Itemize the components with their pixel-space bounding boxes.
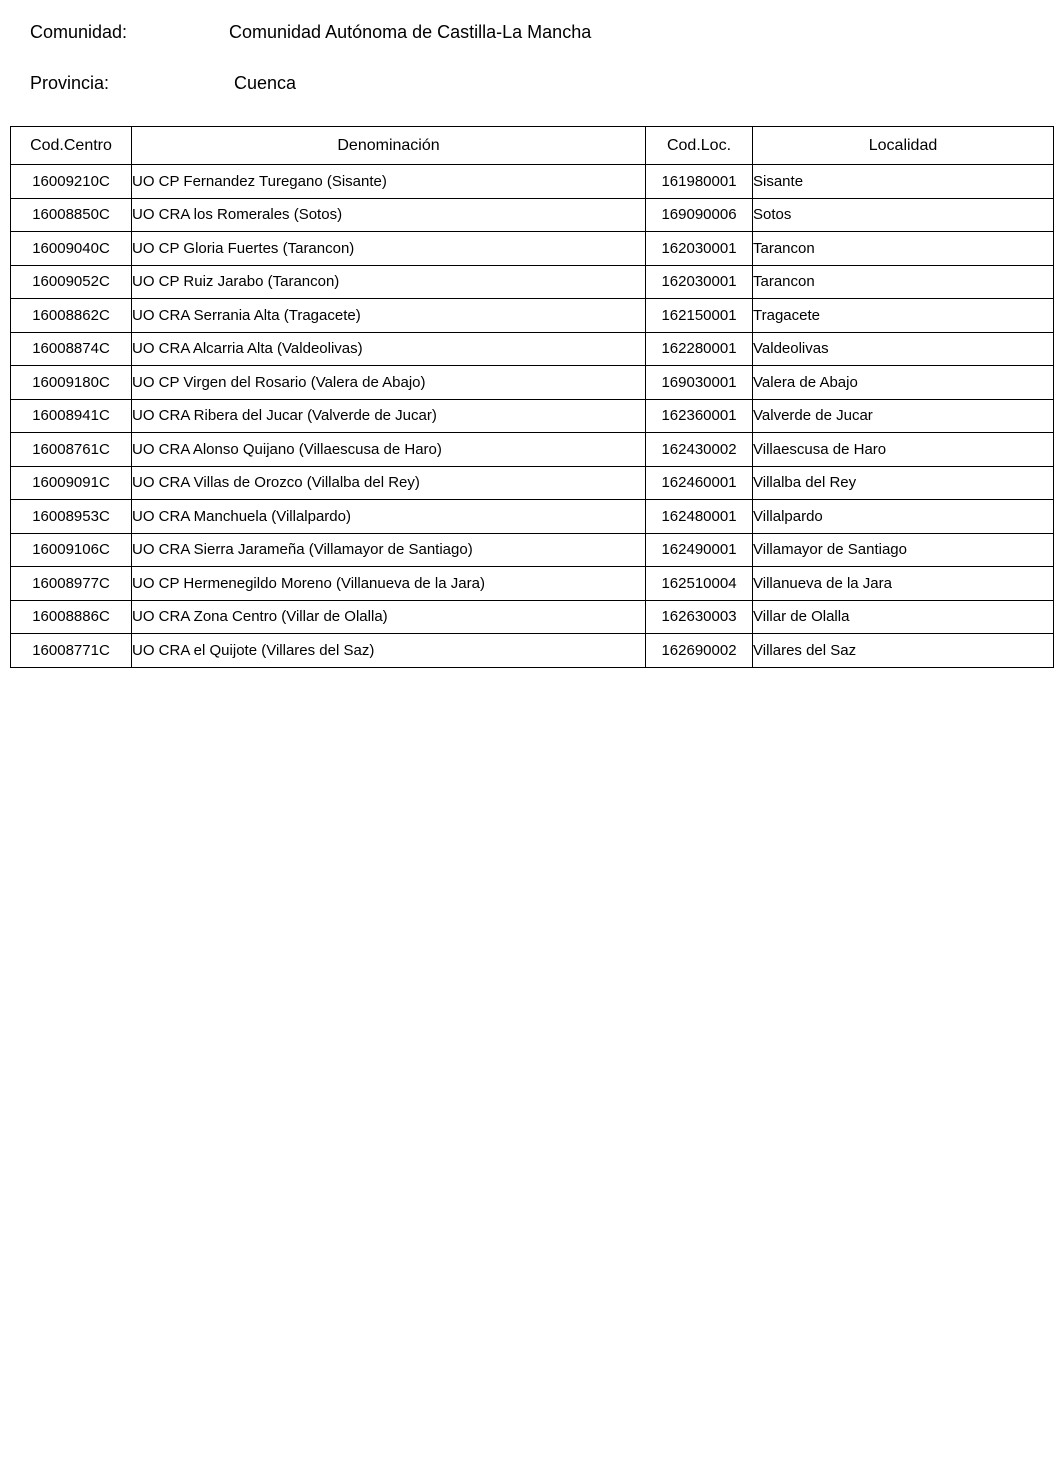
cell-cod-loc: 162030001 <box>646 265 753 299</box>
table-row <box>11 332 1054 366</box>
table-row <box>11 366 1054 400</box>
cell-cod-loc: 162460001 <box>646 466 753 500</box>
cell-cod-centro: 16009106C <box>11 533 132 567</box>
cell-cod-centro: 16009091C <box>11 466 132 500</box>
cell-cod-loc: 162280001 <box>646 332 753 366</box>
table-row <box>11 299 1054 333</box>
table-row <box>11 500 1054 534</box>
cell-localidad: Valverde de Jucar <box>753 399 1054 433</box>
header-cod-centro: Cod.Centro <box>11 127 132 165</box>
comunidad-value: Comunidad Autónoma de Castilla-La Mancha <box>229 22 592 42</box>
table-row <box>11 533 1054 567</box>
table-header-row <box>11 127 1054 165</box>
cell-cod-loc: 162430002 <box>646 433 753 467</box>
cell-denominacion: UO CRA Villas de Orozco (Villalba del Rey) <box>132 466 646 500</box>
cell-denominacion: UO CP Gloria Fuertes (Tarancon) <box>132 232 646 266</box>
cell-localidad: Valdeolivas <box>753 332 1054 366</box>
table-row <box>11 567 1054 601</box>
table-row <box>11 265 1054 299</box>
cell-cod-centro: 16009180C <box>11 366 132 400</box>
provincia-value: Cuenca <box>234 73 297 93</box>
cell-denominacion: UO CRA Alcarria Alta (Valdeolivas) <box>132 332 646 366</box>
cell-cod-centro: 16009040C <box>11 232 132 266</box>
cell-denominacion: UO CP Virgen del Rosario (Valera de Abajo) <box>132 366 646 400</box>
cell-cod-loc: 162030001 <box>646 232 753 266</box>
cell-localidad: Villar de Olalla <box>753 600 1054 634</box>
cell-localidad: Valera de Abajo <box>753 366 1054 400</box>
cell-denominacion: UO CRA Zona Centro (Villar de Olalla) <box>132 600 646 634</box>
table-row <box>11 165 1054 199</box>
cell-cod-centro: 16008941C <box>11 399 132 433</box>
cell-localidad: Villamayor de Santiago <box>753 533 1054 567</box>
cell-localidad: Villalpardo <box>753 500 1054 534</box>
cell-denominacion: UO CRA Manchuela (Villalpardo) <box>132 500 646 534</box>
centers-table <box>10 126 1054 668</box>
cell-cod-loc: 169030001 <box>646 366 753 400</box>
table-row <box>11 634 1054 668</box>
cell-cod-centro: 16008771C <box>11 634 132 668</box>
cell-localidad: Sisante <box>753 165 1054 199</box>
cell-denominacion: UO CRA el Quijote (Villares del Saz) <box>132 634 646 668</box>
cell-cod-centro: 16009052C <box>11 265 132 299</box>
cell-localidad: Tarancon <box>753 265 1054 299</box>
cell-localidad: Villalba del Rey <box>753 466 1054 500</box>
cell-cod-centro: 16008862C <box>11 299 132 333</box>
cell-localidad: Villaescusa de Haro <box>753 433 1054 467</box>
provincia-label: Provincia: <box>30 73 110 93</box>
cell-denominacion: UO CRA los Romerales (Sotos) <box>132 198 646 232</box>
cell-denominacion: UO CRA Serrania Alta (Tragacete) <box>132 299 646 333</box>
cell-cod-centro: 16008850C <box>11 198 132 232</box>
cell-denominacion: UO CRA Sierra Jarameña (Villamayor de Santiago) <box>132 533 646 567</box>
table-row <box>11 433 1054 467</box>
table-row <box>11 198 1054 232</box>
header-cod-loc: Cod.Loc. <box>646 127 753 165</box>
cell-cod-loc: 162480001 <box>646 500 753 534</box>
cell-cod-centro: 16008977C <box>11 567 132 601</box>
cell-denominacion: UO CP Ruiz Jarabo (Tarancon) <box>132 265 646 299</box>
cell-localidad: Villares del Saz <box>753 634 1054 668</box>
header-denominacion: Denominación <box>132 127 646 165</box>
cell-cod-loc: 161980001 <box>646 165 753 199</box>
cell-cod-loc: 162150001 <box>646 299 753 333</box>
cell-localidad: Villanueva de la Jara <box>753 567 1054 601</box>
table-row <box>11 466 1054 500</box>
cell-cod-loc: 162510004 <box>646 567 753 601</box>
cell-localidad: Tragacete <box>753 299 1054 333</box>
cell-cod-centro: 16008953C <box>11 500 132 534</box>
table-row <box>11 399 1054 433</box>
comunidad-label: Comunidad: <box>30 22 128 42</box>
cell-cod-loc: 162490001 <box>646 533 753 567</box>
cell-localidad: Tarancon <box>753 232 1054 266</box>
cell-cod-loc: 162360001 <box>646 399 753 433</box>
cell-denominacion: UO CP Fernandez Turegano (Sisante) <box>132 165 646 199</box>
cell-cod-loc: 162690002 <box>646 634 753 668</box>
header-localidad: Localidad <box>753 127 1054 165</box>
cell-cod-centro: 16008874C <box>11 332 132 366</box>
cell-denominacion: UO CP Hermenegildo Moreno (Villanueva de la Jara) <box>132 567 646 601</box>
cell-denominacion: UO CRA Ribera del Jucar (Valverde de Jucar) <box>132 399 646 433</box>
cell-cod-centro: 16009210C <box>11 165 132 199</box>
cell-localidad: Sotos <box>753 198 1054 232</box>
cell-denominacion: UO CRA Alonso Quijano (Villaescusa de Haro) <box>132 433 646 467</box>
table-body <box>11 165 1054 668</box>
cell-cod-centro: 16008886C <box>11 600 132 634</box>
table-row <box>11 600 1054 634</box>
cell-cod-loc: 169090006 <box>646 198 753 232</box>
cell-cod-loc: 162630003 <box>646 600 753 634</box>
table-row <box>11 232 1054 266</box>
cell-cod-centro: 16008761C <box>11 433 132 467</box>
